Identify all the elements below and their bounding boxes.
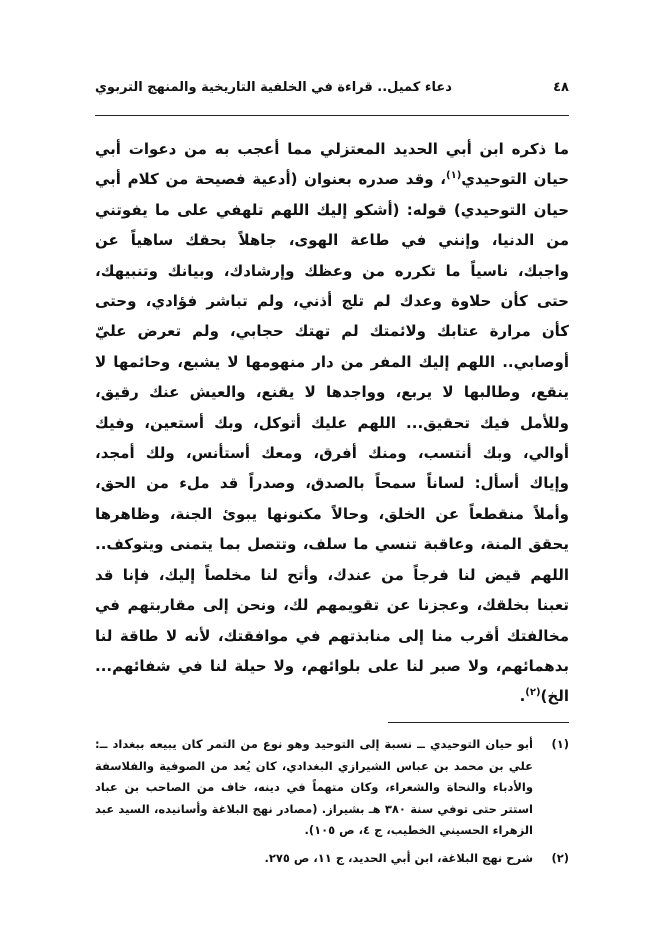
body-paragraph (95, 134, 569, 712)
running-header (95, 74, 569, 100)
footnotes (95, 734, 569, 875)
body-text-part: ما ذكره ابن أبي الحديد المعتزلي مما أعجب به من دعوات أبي حيان التوحيدي (95, 140, 570, 189)
footnote-ref: (٢) (525, 687, 541, 699)
page-number: ٤٨ (553, 79, 569, 95)
footnote (95, 734, 569, 842)
running-title: دعاء كميل.. قراءة في الخلفية التاريخية والمنهج التربوي (95, 79, 452, 95)
footnote-ref: (١) (446, 170, 462, 182)
footnote (95, 848, 569, 870)
footnote-divider (388, 722, 569, 723)
footnote-text: أبو حيان التوحيدي ــ نسبة إلى التوحيد وهو نوع من التمر كان يبيعه ببغداد ــ: علي بن محمد بن عباس الشيرازي البغدادي، كان يُعد من الصوفية والفلاسفة والأدباء والنحاة والشعراء، وكان متهماً في دينه، خاف من الصاحب بن عباد استتر حتى توفي سنة ٣٨٠ هـ بشيراز. (مصادر نهج البلاغة وأسانيده، السيد عبد الزهراء الحسيني الخطيب، ج ٤، ص ١٠٥). (95, 737, 533, 837)
header-divider (95, 115, 569, 116)
footnote-number: (١) (551, 737, 569, 751)
body-text-part: . (519, 687, 526, 706)
footnote-text: شرح نهج البلاغة، ابن أبي الحديد، ج ١١، ص ٢٧٥. (264, 850, 533, 865)
footnote-number: (٢) (551, 850, 569, 865)
body-text-part: ، وقد صدره بعنوان (أدعية فصيحة من كلام أبي حيان التوحيدي) قوله: (أشكو إليك اللهم تلهفي على ما يفوتني من الدنيا، وإنني في طاعة الهوى، جاهلاً بحقك ساهياً عن واجبك، ناسياً ما تكرره من وعظك وإرشادك، وبيانك وتنبيهك، حتى كأن حلاوة وعدك لم تلج أذني، ولم تباشر فؤادي، وحتى كأن مرارة عتابك ولائمتك لم تهتك حجابي، ولم تعرض عليّ أوصابي.. اللهم إليك المفر من دار منهومها لا يشبع، وحائمها لا ينقع، وطالبها لا يربع، وواجدها لا يقنع، والعيش عنك رقيق، وللأمل فيك تحقيق... اللهم عليك أتوكل، وبك أستعين، وفيك أوالي، وبك أنتسب، ومنك أفرق، ومعك أستأنس، ولك أمجد، وإياك أسأل: لساناً سمحاً بالصدق، وصدراً قد ملء من الحق، وأملاً منقطعاً عن الخلق، وحالاً مكنونها يبوئ الجنة، وظاهرها يحقق المنة، وعاقبة تنسي ما سلف، وتتصل بما يتمنى ويتوكف.. اللهم قيض لنا فرجاً من عندك، وأتح لنا مخلصاً إليك، فإنا قد تعبنا بخلقك، وعجزنا عن تقويمهم لك، ونحن إلى مقاربتهم في مخالفتك أقرب منا إلى منابذتهم في موافقتك، لأنه لا طاقة لنا بدهمائهم، ولا صبر لنا على بلوائهم، ولا حيلة لنا في شفائهم... الخ) (95, 170, 569, 706)
